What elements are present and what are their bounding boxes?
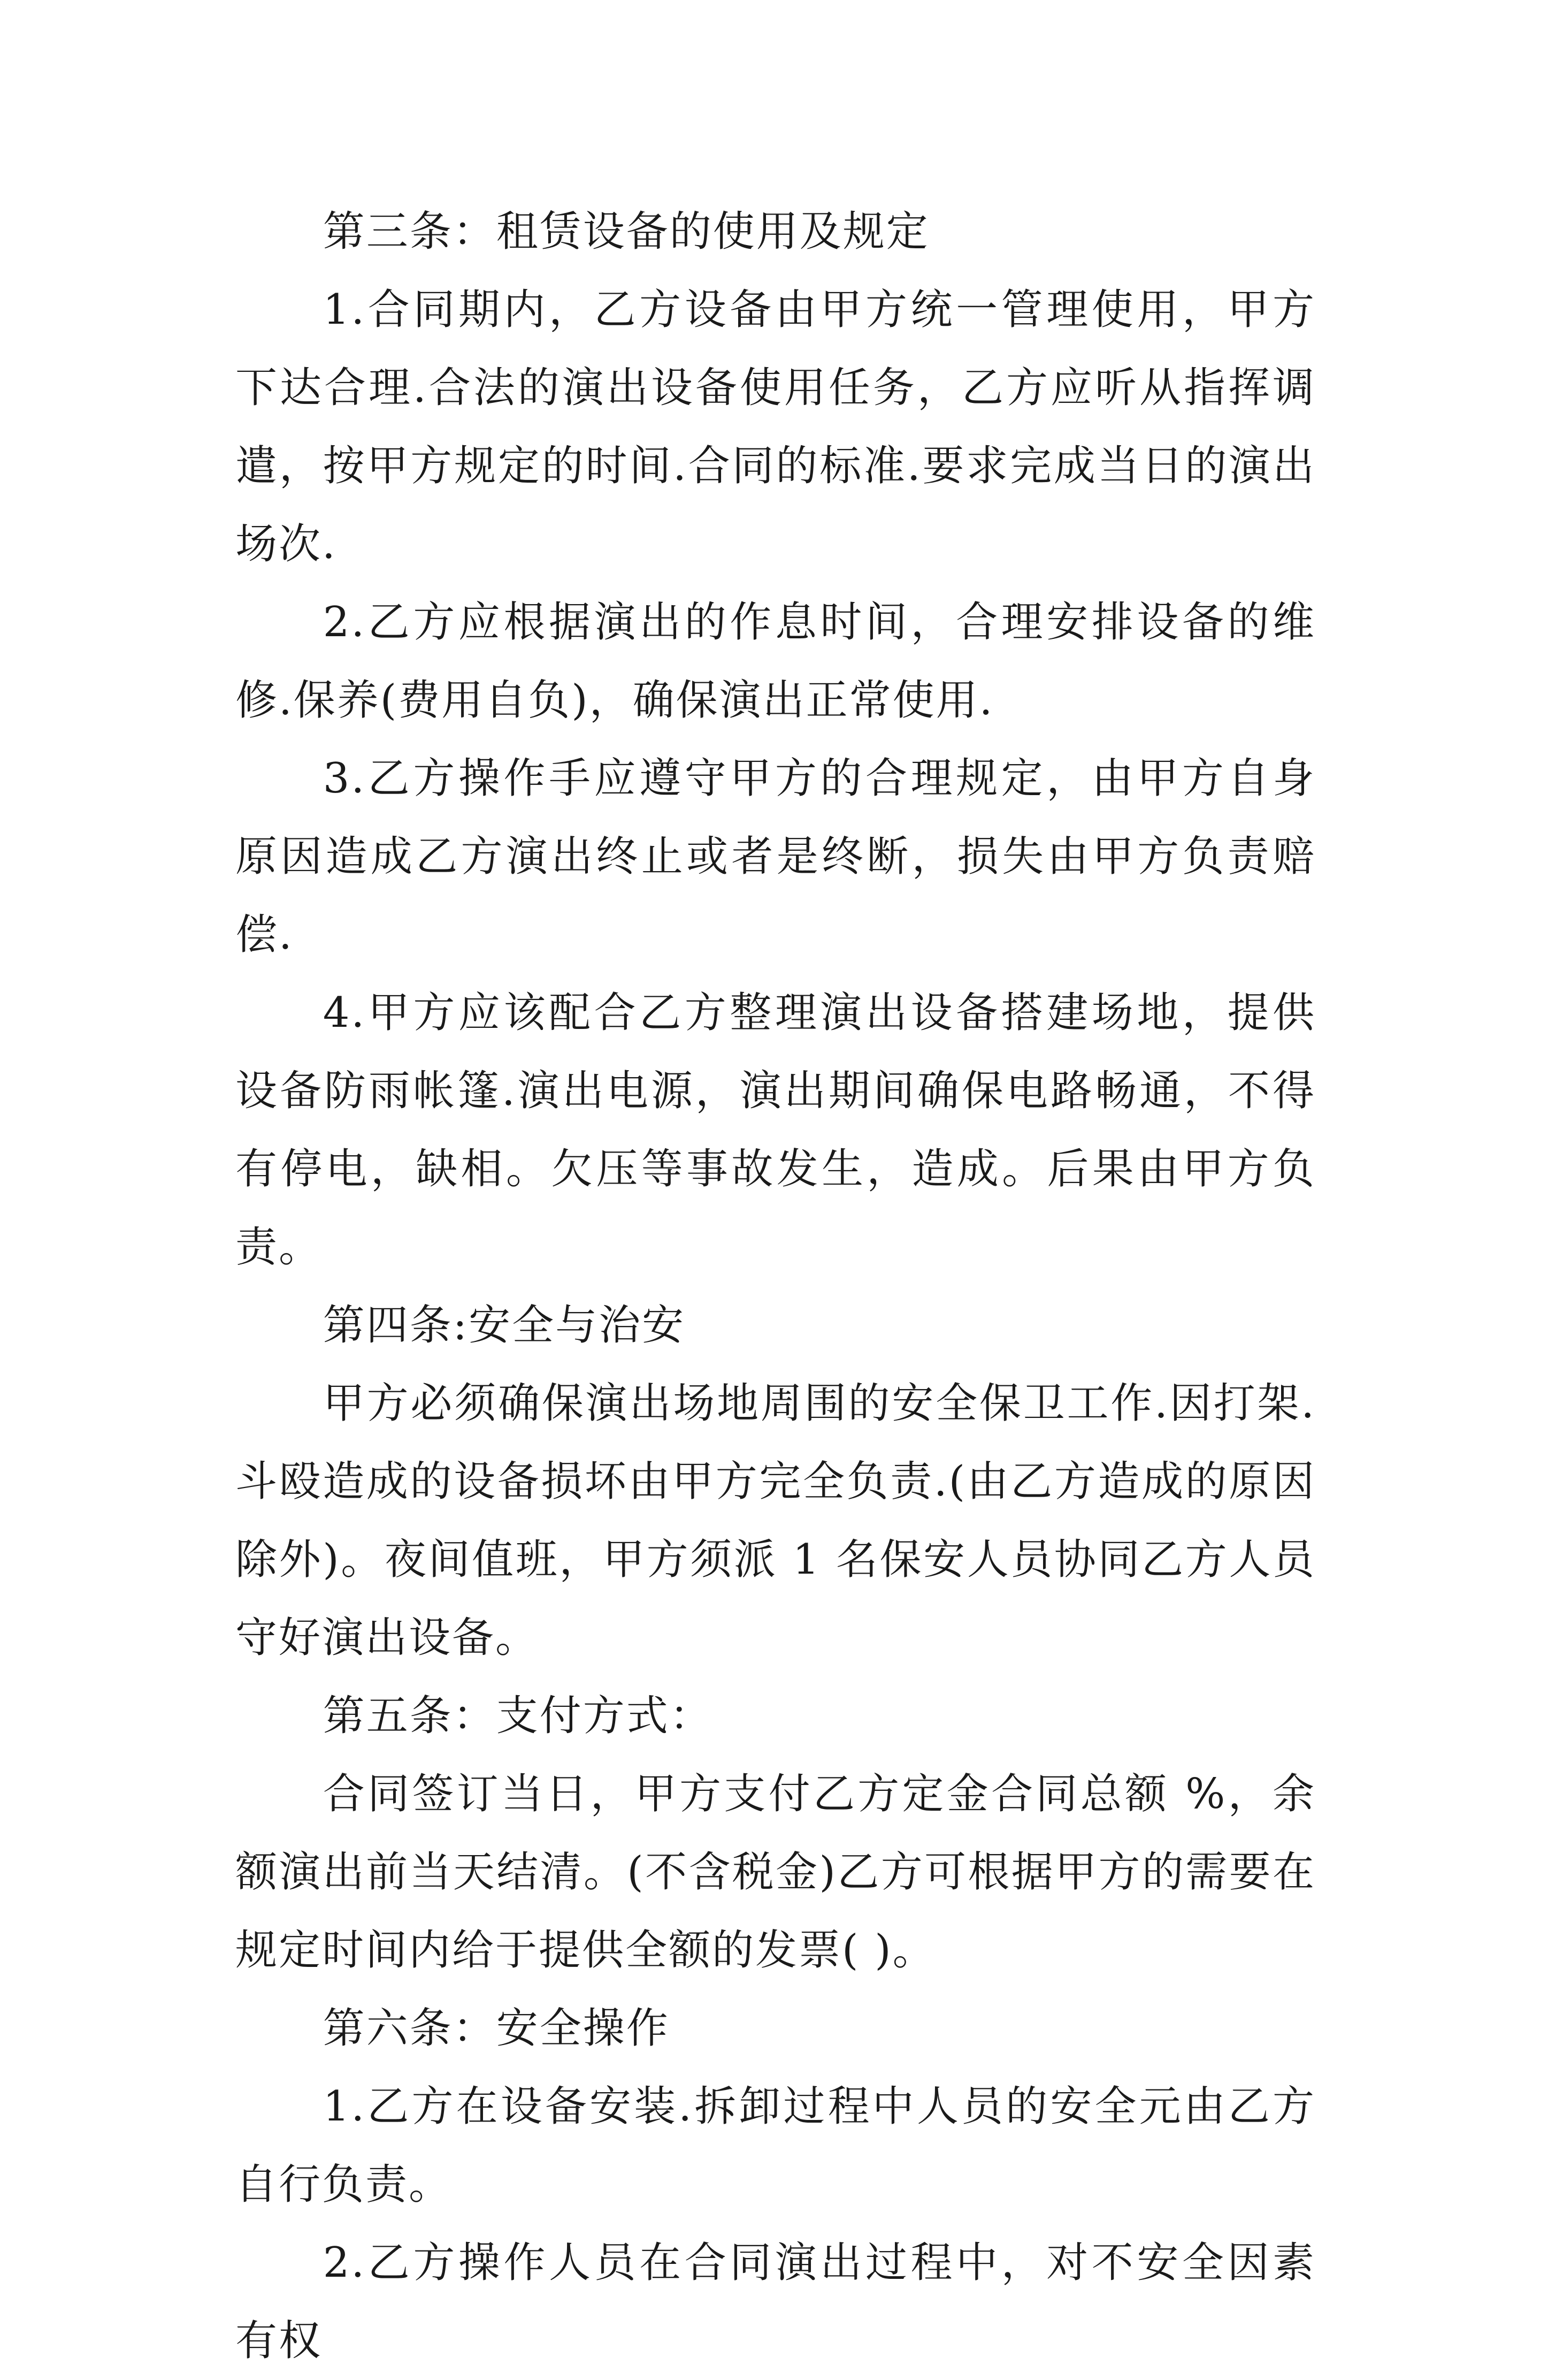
- article-3-clause-2: 2.乙方应根据演出的作息时间，合理安排设备的维修.保养(费用自负)，确保演出正常使用.: [235, 598, 1316, 724]
- article-5-heading: 第五条：支付方式：: [323, 1692, 713, 1740]
- article-3-clause-1: 1.合同期内，乙方设备由甲方统一管理使用，甲方下达合理.合法的演出设备使用任务，乙方应听从指挥调遣，按甲方规定的时间.合同的标准.要求完成当日的演出场次.: [235, 286, 1316, 568]
- article-3-clause-4: 4.甲方应该配合乙方整理演出设备搭建场地，提供设备防雨帐篷.演出电源，演出期间确保电路畅通，不得有停电，缺相。欠压等事故发生，造成。后果由甲方负责。: [235, 989, 1316, 1271]
- article-3-heading: 第三条：租赁设备的使用及规定: [323, 208, 930, 256]
- article-6-clause-1: 1.乙方在设备安装.拆卸过程中人员的安全元由乙方自行负责。: [235, 2082, 1316, 2209]
- article-3-clause-3: 3.乙方操作手应遵守甲方的合理规定，由甲方自身原因造成乙方演出终止或者是终断，损失由甲方负责赔偿.: [235, 754, 1316, 959]
- article-4-heading: 第四条:安全与治安: [323, 1301, 686, 1349]
- article-5-body: 合同签订当日，甲方支付乙方定金合同总额 %，余额演出前当天结清。(不含税金)乙方可根据甲方的需要在规定时间内给于提供全额的发票( )。: [235, 1770, 1316, 1974]
- article-6-heading: 第六条：安全操作: [323, 2004, 670, 2053]
- article-6-clause-2: 2.乙方操作人员在合同演出过程中，对不安全因素有权: [235, 2239, 1316, 2365]
- article-4-body: 甲方必须确保演出场地周围的安全保卫工作.因打架.斗殴造成的设备损坏由甲方完全负责.(由乙方造成的原因除外)。夜间值班，甲方须派 1 名保安人员协同乙方人员守好演出设备。: [235, 1379, 1316, 1662]
- document-body: [235, 193, 1316, 2380]
